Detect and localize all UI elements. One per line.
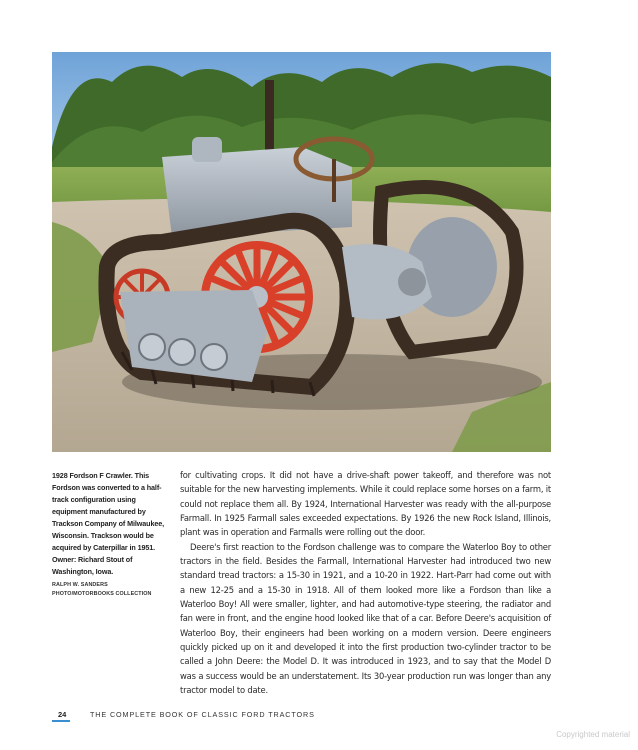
caption-text: 1928 Fordson F Crawler. This Fordson was converted to a half-track configuration using equipment manufactured by Trackson Company of Milwaukee, Wisconsin. Trackson would be acquired by Caterpillar in 1951. Owner: Richard Stout of Washington, Iowa. [52,471,165,576]
paragraph-1: for cultivating crops. It did not have a drive-shaft power takeoff, and therefore was not suitable for the new harvesting implements. While it could replace some horses on a farm, it could not replace them all. By 1924, International Harvester was ready with the all-purpose Farmall. In 1925 Farmall sales exceeded expectations. By 1926 the new Rock Island, Illinois, plant was in operation and Farmalls were rolling out the door. [180,470,551,538]
photo-caption [52,470,170,598]
copyright-watermark: Copyrighted material [556,730,630,739]
page-number-rule [52,720,70,722]
paragraph-2: Deere's first reaction to the Fordson challenge was to compare the Waterloo Boy to other tractors in the field. Besides the Farmall, International Harvester had introduced two new standard tread tractors: a 15-30 in 1921, and a 10-20 in 1922. Hart-Parr had come out with a new 12-25 and a 15-30 in 1918. All of them looked more like a Fordson than like a Waterloo Boy! All were smaller, lighter, and had automotive-type steering, the radiator and fan were in front, and the engine hood looked like that of a car. Before Deere's acquisition of Waterloo Boy, their engineers had been working on a modern version. Deere engineers quickly picked up on it and developed it into the first production two-cylinder tractor to be called a John Deere: the Model D. It was introduced in 1923, and to say that the Model D was a success would be an understatement. Its 30-year production run was longer than any tractor model to date. [180,541,551,696]
body-text [180,468,551,698]
running-title: THE COMPLETE BOOK OF CLASSIC FORD TRACTORS [90,710,315,719]
page-number: 24 [58,710,67,719]
photo-credit: RALPH W. SANDERS PHOTO/MOTORBOOKS COLLECTION [52,582,152,597]
tractor-illustration [52,52,551,452]
tractor-photo [52,52,551,452]
